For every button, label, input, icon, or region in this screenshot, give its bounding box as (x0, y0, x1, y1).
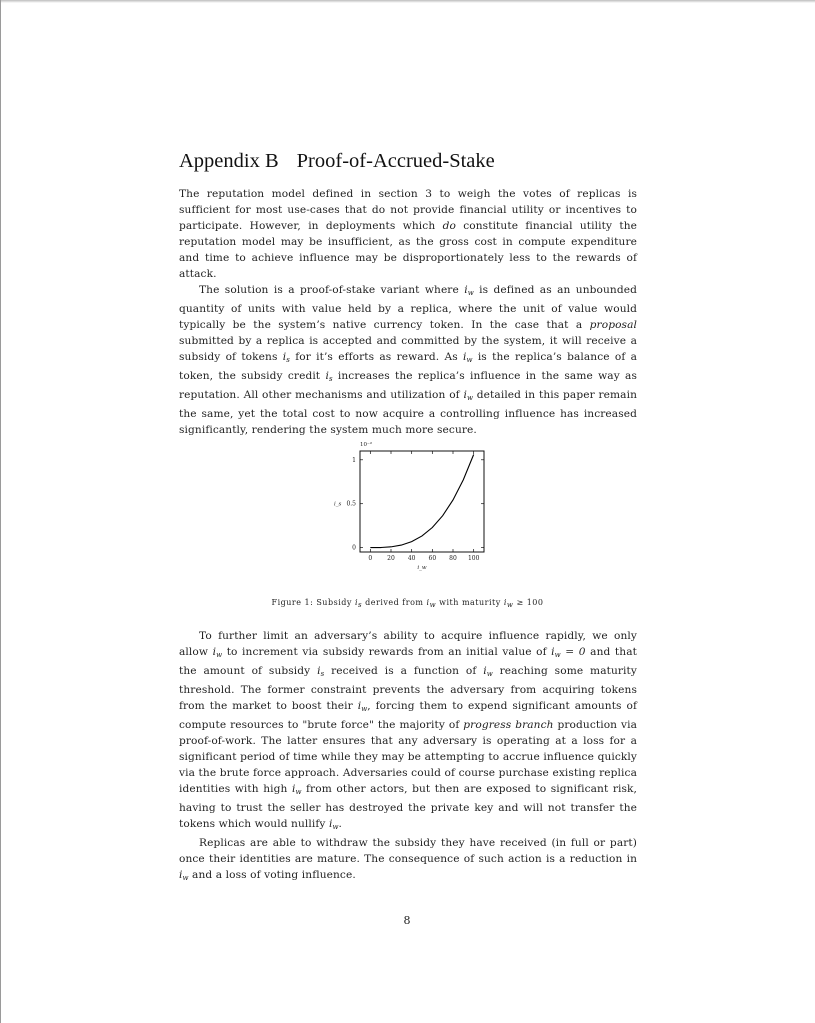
page-number: 8 (403, 914, 411, 927)
math-i-w: $i_w$ (464, 284, 474, 297)
page-left-edge (0, 0, 1, 1023)
y-axis-label: i_s (334, 501, 342, 508)
figure-caption: Figure 1: Subsidy $i_s$ derived from $i_w$ with maturity $i_w \ge 100$ (271, 598, 544, 609)
page-top-shadow (0, 0, 815, 3)
math-i-s: $i_s$ (282, 351, 290, 364)
y-tick-label: 1 (352, 456, 356, 464)
figure-subsidy-chart (320, 435, 500, 580)
x-tick-label: 20 (387, 555, 395, 562)
paragraph-reputation: The reputation model defined in section 3 to weigh the votes of replicas is sufficient for most use-cases that do not provide financial utility or incentives to participate. However, in deployments which do constitute financial utility the reputation model may be insufficient, as the gross cost in compute expenditure and time to achieve influence may be disproportionately less to the rewards of attack. (179, 188, 637, 280)
subsidy-chart-svg (320, 435, 500, 580)
appendix-heading (179, 150, 649, 173)
paragraph-solution: The solution is a proof-of-stake variant where $i_w$ is defined as an unbounded quantity of units with value held by a replica, where the unit of value would typically be the system’s native currency token. In the case that a proposal submitted by a replica is accepted and committed by the system, it will receive a subsidy of tokens $i_s$ for it’s efforts as reward. As $i_w$ is the replica’s balance of a token, the subsidy credit $i_s$ increases the replica’s influence in the same way as reputation. All other mechanisms and utilization of $i_w$ detailed in this paper remain the same, yet the total cost to now acquire a controlling influence has increased significantly, rendering the system much more secure. (179, 284, 638, 436)
x-tick-label: 100 (467, 555, 480, 562)
appendix-number: Appendix B (179, 150, 279, 172)
appendix-title: Proof-of-Accrued-Stake (296, 150, 495, 172)
x-tick-label: 40 (407, 555, 416, 562)
chart-axes-frame (360, 451, 484, 552)
math-i-w: $i_w$ (462, 351, 473, 364)
intro-text-block (179, 186, 637, 438)
x-tick-label: 0 (368, 555, 373, 562)
emphasis-progress-branch: progress branch (463, 719, 554, 731)
paragraph-limit-adversary: To further limit an adversary’s ability to acquire influence rapidly, we only allow $i_w$ to increment via subsidy rewards from an initial value of $i_w = 0$ and that the amount of subsidy $i_s$ received is a function of $i_w$ reaching some maturity threshold. The former constraint prevents the adversary from acquiring tokens from the market to boost their $i_w$, forcing them to expend significant amounts of compute resources to "brute force" the majority of progress branch production via proof-of-work. The latter ensures that any adversary is operating at a loss for a significant period of time while they may be attempting to accrue influence quickly via the brute force approach. Adversaries could of course purchase existing replica identities with high $i_w$ from other actors, but then are exposed to significant risk, having to trust the seller has destroyed the private key and will not transfer the tokens which would nullify $i_w$. (179, 630, 638, 831)
y-tick-label: 0 (352, 544, 356, 552)
emphasis-proposal: proposal (589, 319, 637, 331)
x-axis-label: i_w (417, 565, 427, 571)
x-tick-label: 60 (428, 555, 437, 562)
y-scale-label: 10⁻² (360, 442, 373, 448)
paragraph-withdraw: Replicas are able to withdraw the subsidy they have received (in full or part) once their identities are mature. The consequence of such action is a reduction in $i_w$ and a loss of voting influence. (179, 837, 637, 882)
maturity-text-block (179, 628, 637, 886)
series-line-subsidy (370, 455, 473, 548)
x-tick-label: 80 (449, 555, 457, 562)
emphasis-do: do (442, 220, 456, 232)
math-i-w: $i_w$ (463, 389, 474, 402)
math-i-s: $i_s$ (325, 370, 333, 383)
y-tick-label: 0.5 (346, 500, 356, 508)
